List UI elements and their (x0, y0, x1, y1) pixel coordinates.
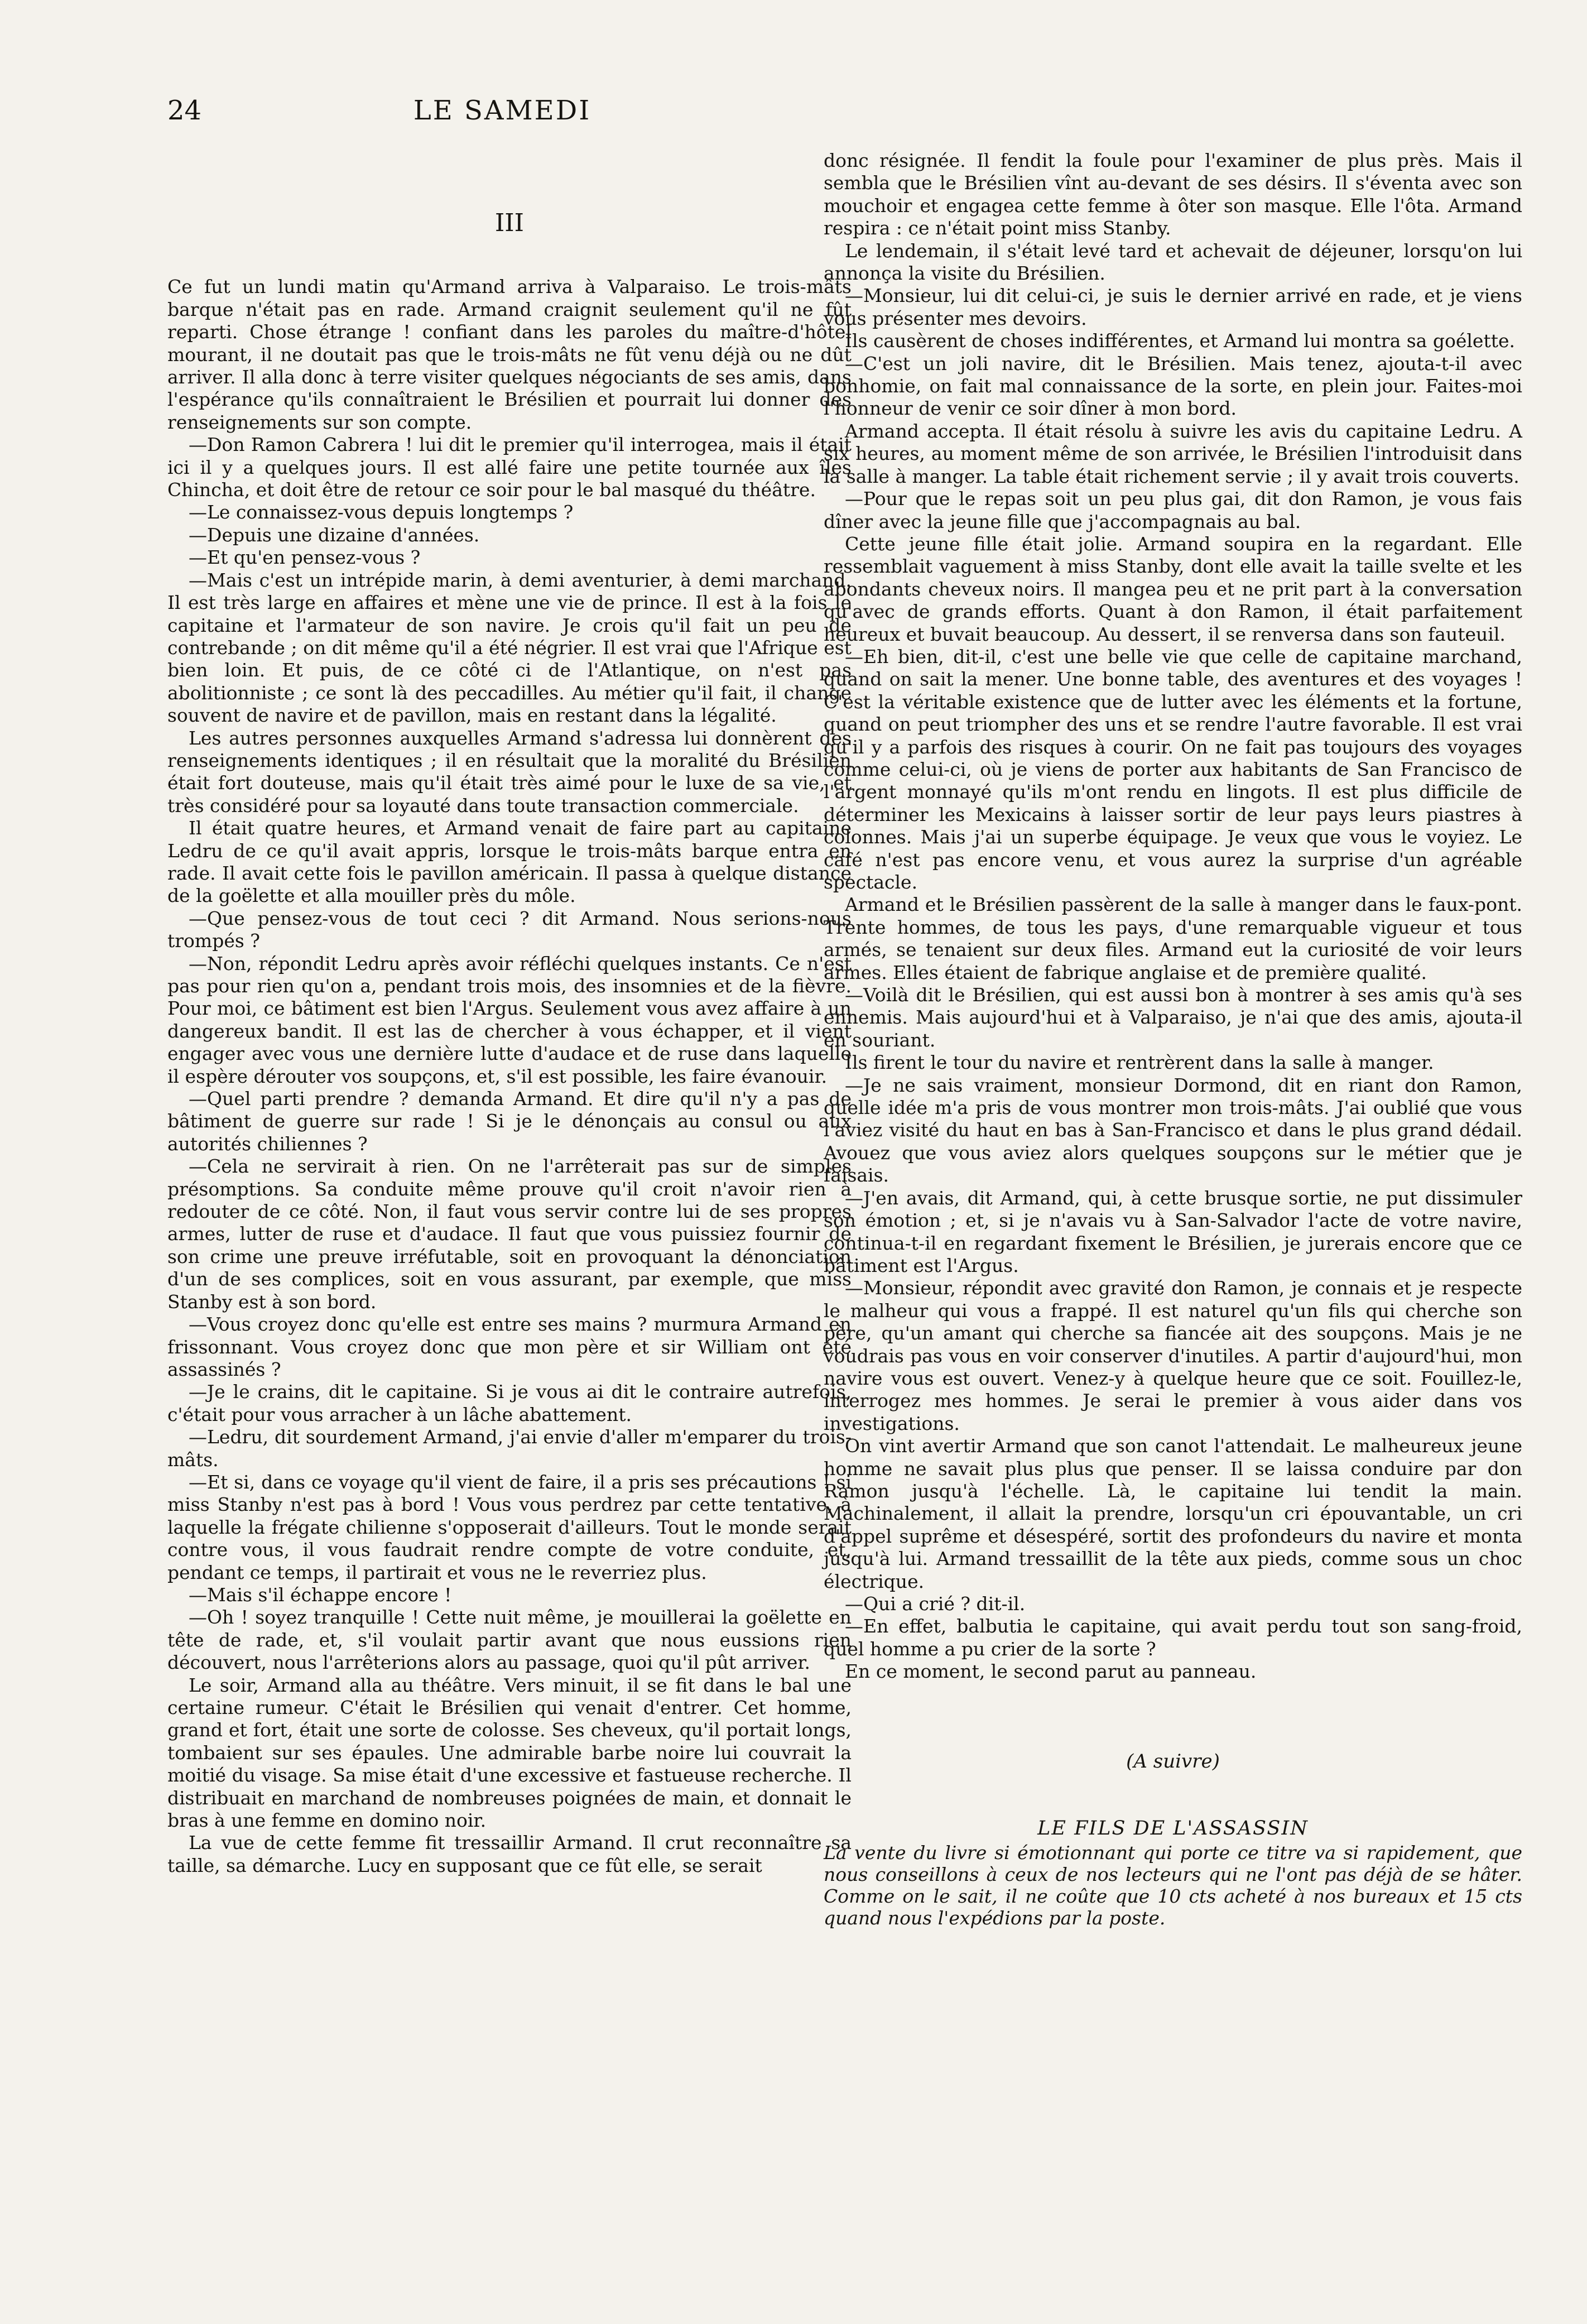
paragraph: —Oh ! soyez tranquille ! Cette nuit même, je mouillerai la goëlette en tête de rade, et, s'il voulait partir avant que nous eussions rien découvert, nous l'arrêterions alors au passage, quoi qu'il pût arriver. (167, 1606, 852, 1674)
paragraph: —Je ne sais vraiment, monsieur Dormond, dit en riant don Ramon, quelle idée m'a pris de vous montrer mon trois-mâts. J'ai oublié que vous l'aviez visité du haut en bas à San-Francisco et dans le plus grand dédail. Avouez que vous aviez alors quelques soupçons sur le métier que je faisais. (824, 1074, 1522, 1187)
paragraph: —Et si, dans ce voyage qu'il vient de faire, il a pris ses précautions ! si miss Stanby n'est pas à bord ! Vous vous perdrez par cette tentative, à laquelle la frégate chilienne s'opposerait d'ailleurs. Tout le monde serait contre vous, il vous faudrait rendre compte de votre conduite, et, pendant ce temps, il partirait et vous ne le reverriez plus. (167, 1471, 852, 1583)
paragraph: —Qui a crié ? dit-il. (845, 1593, 1026, 1615)
running-title: LE SAMEDI (413, 95, 591, 126)
left-column-text (167, 276, 852, 1877)
paragraph: —Quel parti prendre ? demanda Armand. Et dire qu'il n'y a pas de bâtiment de guerre sur rade ! Si je le dénonçais au consul ou aux autorités chiliennes ? (167, 1088, 852, 1155)
paragraph: —C'est un joli navire, dit le Brésilien. Mais tenez, ajouta-t-il avec bonhomie, on fait mal connaissance de la sorte, en plein jour. Faites-moi l'honneur de venir ce soir dîner à mon bord. (824, 352, 1522, 420)
paragraph: —Don Ramon Cabrera ! lui dit le premier qu'il interrogea, mais il était ici il y a quelques jours. Il est allé faire une petite tournée aux îles Chincha, et doit être de retour ce soir pour le bal masqué du théâtre. (167, 434, 852, 501)
paragraph: La vue de cette femme fit tressaillir Armand. Il crut reconnaître sa taille, sa démarche. Lucy en supposant que ce fût elle, se serait (167, 1832, 852, 1876)
paragraph: —Voilà dit le Brésilien, qui est aussi bon à montrer à ses amis qu'à ses ennemis. Mais aujourd'hui et à Valparaiso, je n'ai que des amis, ajouta-il en souriant. (824, 984, 1522, 1051)
paragraph: —Le connaissez-vous depuis longtemps ? (189, 501, 574, 524)
paragraph: donc résignée. Il fendit la foule pour l'examiner de plus près. Mais il sembla que le Brésilien vînt au-devant de ses désirs. Il s'éventa avec son mouchoir et engagea cette femme à ôter son masque. Elle l'ôta. Armand respira : ce n'était point miss Stanby. (824, 150, 1522, 239)
right-column-text (824, 150, 1522, 1683)
paragraph: Le soir, Armand alla au théâtre. Vers minuit, il se fit dans le bal une certaine rumeur. C'était le Brésilien qui venait d'entrer. Cet homme, grand et fort, était une sorte de colosse. Ses cheveux, qu'il portait longs, tombaient sur ses épaules. Une admirable barbe noire lui couvrait la moitié du visage. Sa mise était d'une excessive et fastueuse recherche. Il distribuait en marchand de nombreuses poignées de main, et donnait le bras à une femme en domino noir. (167, 1674, 852, 1832)
paragraph: Ils causèrent de choses indifférentes, et Armand lui montra sa goélette. (845, 330, 1515, 352)
paragraph: —Non, répondit Ledru après avoir réfléchi quelques instants. Ce n'est pas pour rien qu'on a, pendant trois mois, des insomnies et de la fièvre. Pour moi, ce bâtiment est bien l'Argus. Seulement vous avez affaire à un dangereux bandit. Il est las de chercher à vous échapper, et il vient engager avec vous une dernière lutte d'audace et de ruse dans laquelle il espère dérouter vos soupçons, et, s'il est possible, les faire évanouir. (167, 952, 852, 1087)
paragraph: —Vous croyez donc qu'elle est entre ses mains ? murmura Armand en frissonnant. Vous croyez donc que mon père et sir William ont été assassinés ? (167, 1313, 852, 1380)
paragraph: Le lendemain, il s'était levé tard et achevait de déjeuner, lorsqu'on lui annonça la visite du Brésilien. (824, 239, 1522, 285)
paragraph: Il était quatre heures, et Armand venait de faire part au capitaine Ledru de ce qu'il avait appris, lorsque le trois-mâts barque entra en rade. Il avait cette fois le pavillon américain. Il passa à quelque distance de la goëlette et alla mouiller près du môle. (167, 817, 852, 907)
left-column (167, 209, 852, 1877)
paragraph: Ils firent le tour du navire et rentrèrent dans la salle à manger. (845, 1051, 1434, 1074)
paragraph: Armand accepta. Il était résolu à suivre les avis du capitaine Ledru. A six heures, au moment même de son arrivée, le Brésilien l'introduisit dans la salle à manger. La table était richement servie ; il y avait trois couverts. (824, 420, 1522, 487)
right-column (824, 150, 1522, 1929)
paragraph: On vint avertir Armand que son canot l'attendait. Le malheureux jeune homme ne savait plus plus que penser. Il se laissa conduire par don Ramon jusqu'à l'échelle. Là, le capitaine lui tendit la main. Machinalement, il allait la prendre, lorsqu'un cri épouvantable, un cri d'appel suprême et désespéré, sortit des profondeurs du navire et monta jusqu'à lui. Armand tressaillit de la tête aux pieds, comme sous un choc électrique. (824, 1435, 1522, 1592)
paragraph: —Et qu'en pensez-vous ? (189, 546, 421, 569)
advertisement-title: LE FILS DE L'ASSASSIN (1037, 1817, 1309, 1840)
paragraph: —Depuis une dizaine d'années. (189, 524, 480, 546)
to-be-continued: (A suivre) (1126, 1750, 1220, 1773)
paragraph: Les autres personnes auxquelles Armand s'adressa lui donnèrent des renseignements identiques ; il en résultait que la moralité du Brésilien était fort douteuse, mais qu'il était très aimé pour le luxe de sa vie, et très considéré pour sa loyauté dans toute transaction commerciale. (167, 727, 852, 817)
paragraph: —Je le crains, dit le capitaine. Si je vous ai dit le contraire autrefois, c'était pour vous arracher à un lâche abattement. (167, 1381, 852, 1425)
page-header (167, 95, 837, 140)
paragraph: —Mais c'est un intrépide marin, à demi aventurier, à demi marchand. Il est très large en affaires et mène une vie de prince. Il est à la fois le capitaine et l'armateur de son navire. Je crois qu'il fait un peu de contrebande ; on dit même qu'il a été négrier. Il est vrai que l'Afrique est bien loin. Et puis, de ce côté ci de l'Atlantique, on n'est pas abolitionniste ; ce sont là des peccadilles. Au métier qu'il fait, il change souvent de navire et de pavillon, mais en restant dans la légalité. (167, 569, 852, 727)
paragraph: —J'en avais, dit Armand, qui, à cette brusque sortie, ne put dissimuler son émotion ; et, si je n'avais vu à San-Salvador l'acte de votre navire, continua-t-il en regardant fixement le Brésilien, je jurerais encore que ce bâtiment est l'Argus. (824, 1187, 1522, 1276)
paragraph: Cette jeune fille était jolie. Armand soupira en la regardant. Elle ressemblait vaguement à miss Stanby, dont elle avait la taille svelte et les abondants cheveux noirs. Il mangea peu et ne prit part à la conversation qu'avec de grands efforts. Quant à don Ramon, il était parfaitement heureux et buvait beaucoup. Au dessert, il se renversa dans son fauteuil. (824, 532, 1522, 645)
paragraph: —Cela ne servirait à rien. On ne l'arrêterait pas sur de simples présomptions. Sa conduite même prouve qu'il croit n'avoir rien à redouter de ce côté. Non, il faut vous servir contre lui de ses propres armes, lutter de ruse et d'audace. Il faut que vous puissiez fournir de son crime une preuve irréfutable, soit en provoquant la dénonciation d'un de ses complices, soit en vous assurant, par exemple, que miss Stanby est à son bord. (167, 1155, 852, 1313)
paragraph: —Que pensez-vous de tout ceci ? dit Armand. Nous serions-nous trompés ? (167, 907, 852, 952)
paragraph: —Monsieur, lui dit celui-ci, je suis le dernier arrivé en rade, et je viens vous présenter mes devoirs. (824, 285, 1522, 329)
advertisement-text: La vente du livre si émotionnant qui porte ce titre va si rapidement, que nous conseillons à ceux de nos lecteurs qui ne l'ont pas déjà de se hâter. Comme on le sait, il ne coûte que 10 cts acheté à nos bureaux et 15 cts quand nous l'expédions par la poste. (824, 1842, 1522, 1929)
page-number: 24 (167, 95, 202, 126)
chapter-numeral: III (494, 209, 525, 237)
paragraph: Ce fut un lundi matin qu'Armand arriva à Valparaiso. Le trois-mâts barque n'était pas en rade. Armand craignit seulement qu'il ne fût reparti. Chose étrange ! confiant dans les paroles du maître-d'hôtel mourant, il ne doutait pas que le trois-mâts ne fût venu déjà ou ne dût arriver. Il alla donc à terre visiter quelques négociants de ses amis, dans l'espérance qu'ils connaîtraient le Brésilien et pourrait lui donner des renseignements sur son compte. (167, 276, 852, 433)
paragraph: —En effet, balbutia le capitaine, qui avait perdu tout son sang-froid, quel homme a pu crier de la sorte ? (824, 1615, 1522, 1660)
paragraph: —Eh bien, dit-il, c'est une belle vie que celle de capitaine marchand, quand on sait la mener. Une bonne table, des aventures et des voyages ! C'est la véritable existence que de lutter avec les éléments et la fortune, quand on peut triompher des uns et se rendre l'autre favorable. Il est vrai qu'il y a parfois des risques à courir. On ne fait pas toujours des voyages comme celui-ci, où je viens de porter aux habitants de San Francisco de l'argent monnayé qu'ils m'ont rendu en lingots. Il est plus difficile de déterminer les Mexicains à laisser sortir de leur pays leurs piastres à colonnes. Mais j'ai un superbe équipage. Je veux que vous le voyiez. Le café n'est pas encore venu, et vous aurez la surprise d'un agréable spectacle. (824, 645, 1522, 893)
paragraph: —Monsieur, répondit avec gravité don Ramon, je connais et je respecte le malheur qui vous a frappé. Il est naturel qu'un fils qui cherche son père, qu'un amant qui cherche sa fiancée ait des soupçons. Mais je ne voudrais pas vous en voir conserver d'inutiles. A partir d'aujourd'hui, mon navire vous est ouvert. Venez-y à quelque heure que ce soit. Fouillez-le, interrogez mes hommes. Je serai le premier à vous aider dans vos investigations. (824, 1277, 1522, 1434)
paragraph: —Ledru, dit sourdement Armand, j'ai envie d'aller m'emparer du trois-mâts. (167, 1426, 852, 1471)
paragraph: —Pour que le repas soit un peu plus gai, dit don Ramon, je vous fais dîner avec la jeune fille que j'accompagnais au bal. (824, 488, 1522, 532)
paragraph: Armand et le Brésilien passèrent de la salle à manger dans le faux-pont. Trente hommes, de tous les pays, d'une remarquable vigueur et tous armés, se tenaient sur deux files. Armand eut la curiosité de voir leurs armes. Elles étaient de fabrique anglaise et de première qualité. (824, 894, 1522, 983)
paragraph: En ce moment, le second parut au panneau. (845, 1660, 1257, 1683)
paragraph: —Mais s'il échappe encore ! (189, 1583, 452, 1606)
